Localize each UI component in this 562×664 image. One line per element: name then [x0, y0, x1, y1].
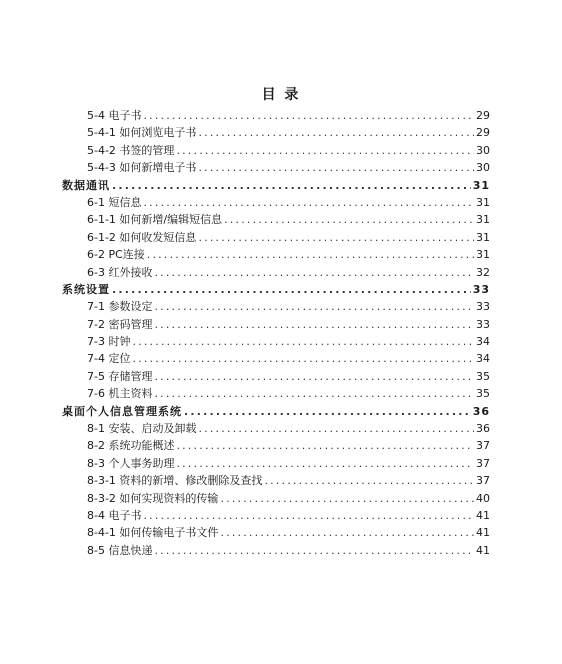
- dot-leader: [112, 281, 471, 298]
- toc-entry: [62, 142, 490, 159]
- toc-page-number: 34: [476, 352, 490, 366]
- dot-leader: [198, 229, 474, 246]
- toc-section-entry: [62, 177, 490, 194]
- toc-entry-label: 8-5 信息快递: [87, 543, 153, 557]
- toc-entry-label: 系统设置: [62, 282, 110, 296]
- toc-section-entry: [62, 403, 490, 420]
- toc-page-number: 31: [476, 230, 490, 244]
- dot-leader: [184, 403, 471, 420]
- toc-entry: [62, 420, 490, 437]
- dot-leader: [154, 542, 474, 559]
- toc-page-number: 33: [472, 282, 490, 296]
- toc-entry-label: 8-3-2 如何实现资料的传输: [87, 491, 219, 505]
- toc-entry-label: 8-4-1 如何传输电子书文件: [87, 526, 219, 540]
- toc-entry-label: 6-1-2 如何收发短信息: [87, 230, 197, 244]
- dot-leader: [176, 142, 474, 159]
- toc-page-number: 31: [476, 213, 490, 227]
- dot-leader: [264, 472, 474, 489]
- toc-page-number: 35: [476, 387, 490, 401]
- toc-entry: [62, 542, 490, 559]
- toc-entry-label: 数据通讯: [62, 178, 110, 192]
- toc-entry-label: 8-3 个人事务助理: [87, 456, 175, 470]
- toc-entry-label: 8-1 安装、启动及卸载: [87, 422, 197, 436]
- dot-leader: [198, 159, 474, 176]
- toc-entry-label: 7-4 定位: [87, 352, 131, 366]
- toc-page-number: 41: [476, 543, 490, 557]
- dot-leader: [176, 437, 474, 454]
- toc-page-number: 30: [476, 161, 490, 175]
- toc-page-number: 36: [476, 422, 490, 436]
- dot-leader: [154, 298, 474, 315]
- toc-page-number: 34: [476, 335, 490, 349]
- toc-entry-label: 5-4-2 书签的管理: [87, 143, 175, 157]
- dot-leader: [220, 490, 474, 507]
- toc-entry: [62, 507, 490, 524]
- toc-entry: [62, 490, 490, 507]
- toc-entry-label: 6-3 红外接收: [87, 265, 153, 279]
- toc-entry: [62, 211, 490, 228]
- toc-entry: [62, 455, 490, 472]
- toc-entry: [62, 333, 490, 350]
- toc-entry: [62, 524, 490, 541]
- toc-page-number: 31: [472, 178, 490, 192]
- toc-page-number: 29: [476, 126, 490, 140]
- toc-entry: [62, 385, 490, 402]
- toc-entry-label: 8-2 系统功能概述: [87, 439, 175, 453]
- toc-entry-label: 6-1-1 如何新增/编辑短信息: [87, 213, 223, 227]
- dot-leader: [198, 124, 474, 141]
- dot-leader: [132, 350, 474, 367]
- toc-page-number: 37: [476, 456, 490, 470]
- toc-entry-label: 6-2 PC连接: [87, 248, 145, 262]
- toc-page-number: 31: [476, 248, 490, 262]
- toc-entry-label: 5-4 电子书: [87, 109, 142, 122]
- toc-entry: [62, 159, 490, 176]
- table-of-contents: [62, 107, 490, 559]
- toc-entry: [62, 229, 490, 246]
- toc-page-number: 35: [476, 369, 490, 383]
- toc-page-number: 31: [476, 195, 490, 209]
- dot-leader: [132, 333, 474, 350]
- toc-entry-label: 8-3-1 资料的新增、修改删除及查找: [87, 474, 263, 488]
- toc-entry-label: 桌面个人信息管理系统: [62, 404, 182, 418]
- toc-entry: [62, 350, 490, 367]
- toc-entry-label: 5-4-1 如何浏览电子书: [87, 126, 197, 140]
- toc-entry-label: 5-4-3 如何新增电子书: [87, 161, 197, 175]
- toc-section-entry: [62, 281, 490, 298]
- toc-page-number: 40: [476, 491, 490, 505]
- toc-entry: [62, 472, 490, 489]
- dot-leader: [143, 194, 474, 211]
- dot-leader: [154, 368, 474, 385]
- dot-leader: [198, 420, 474, 437]
- toc-page-number: 36: [472, 404, 490, 418]
- dot-leader: [143, 107, 474, 124]
- toc-entry: [62, 264, 490, 281]
- dot-leader: [220, 524, 474, 541]
- dot-leader: [154, 264, 474, 281]
- toc-page-number: 32: [476, 265, 490, 279]
- toc-entry-label: 7-5 存储管理: [87, 369, 153, 383]
- dot-leader: [154, 316, 474, 333]
- toc-page-number: 29: [476, 109, 490, 122]
- toc-entry: [62, 194, 490, 211]
- toc-entry: [62, 124, 490, 141]
- toc-page-number: 37: [476, 474, 490, 488]
- toc-page-number: 33: [476, 317, 490, 331]
- dot-leader: [143, 507, 474, 524]
- page-title: 目 录: [261, 87, 301, 103]
- dot-leader: [112, 177, 471, 194]
- toc-entry: [62, 298, 490, 315]
- dot-leader: [176, 455, 474, 472]
- toc-entry: [62, 437, 490, 454]
- dot-leader: [224, 211, 474, 228]
- toc-entry-label: 7-2 密码管理: [87, 317, 153, 331]
- toc-entry-label: 7-3 时钟: [87, 335, 131, 349]
- toc-entry-label: 7-1 参数设定: [87, 300, 153, 314]
- toc-page-number: 37: [476, 439, 490, 453]
- toc-entry-label: 8-4 电子书: [87, 508, 142, 522]
- toc-entry-label: 7-6 机主资料: [87, 387, 153, 401]
- toc-page-number: 33: [476, 300, 490, 314]
- toc-page-number: 41: [476, 526, 490, 540]
- toc-entry: [62, 368, 490, 385]
- dot-leader: [154, 385, 474, 402]
- toc-entry-label: 6-1 短信息: [87, 195, 142, 209]
- toc-entry: [62, 316, 490, 333]
- toc-entry: [62, 246, 490, 263]
- toc-page-number: 30: [476, 143, 490, 157]
- toc-entry: [62, 107, 490, 124]
- dot-leader: [147, 246, 474, 263]
- toc-page-number: 41: [476, 508, 490, 522]
